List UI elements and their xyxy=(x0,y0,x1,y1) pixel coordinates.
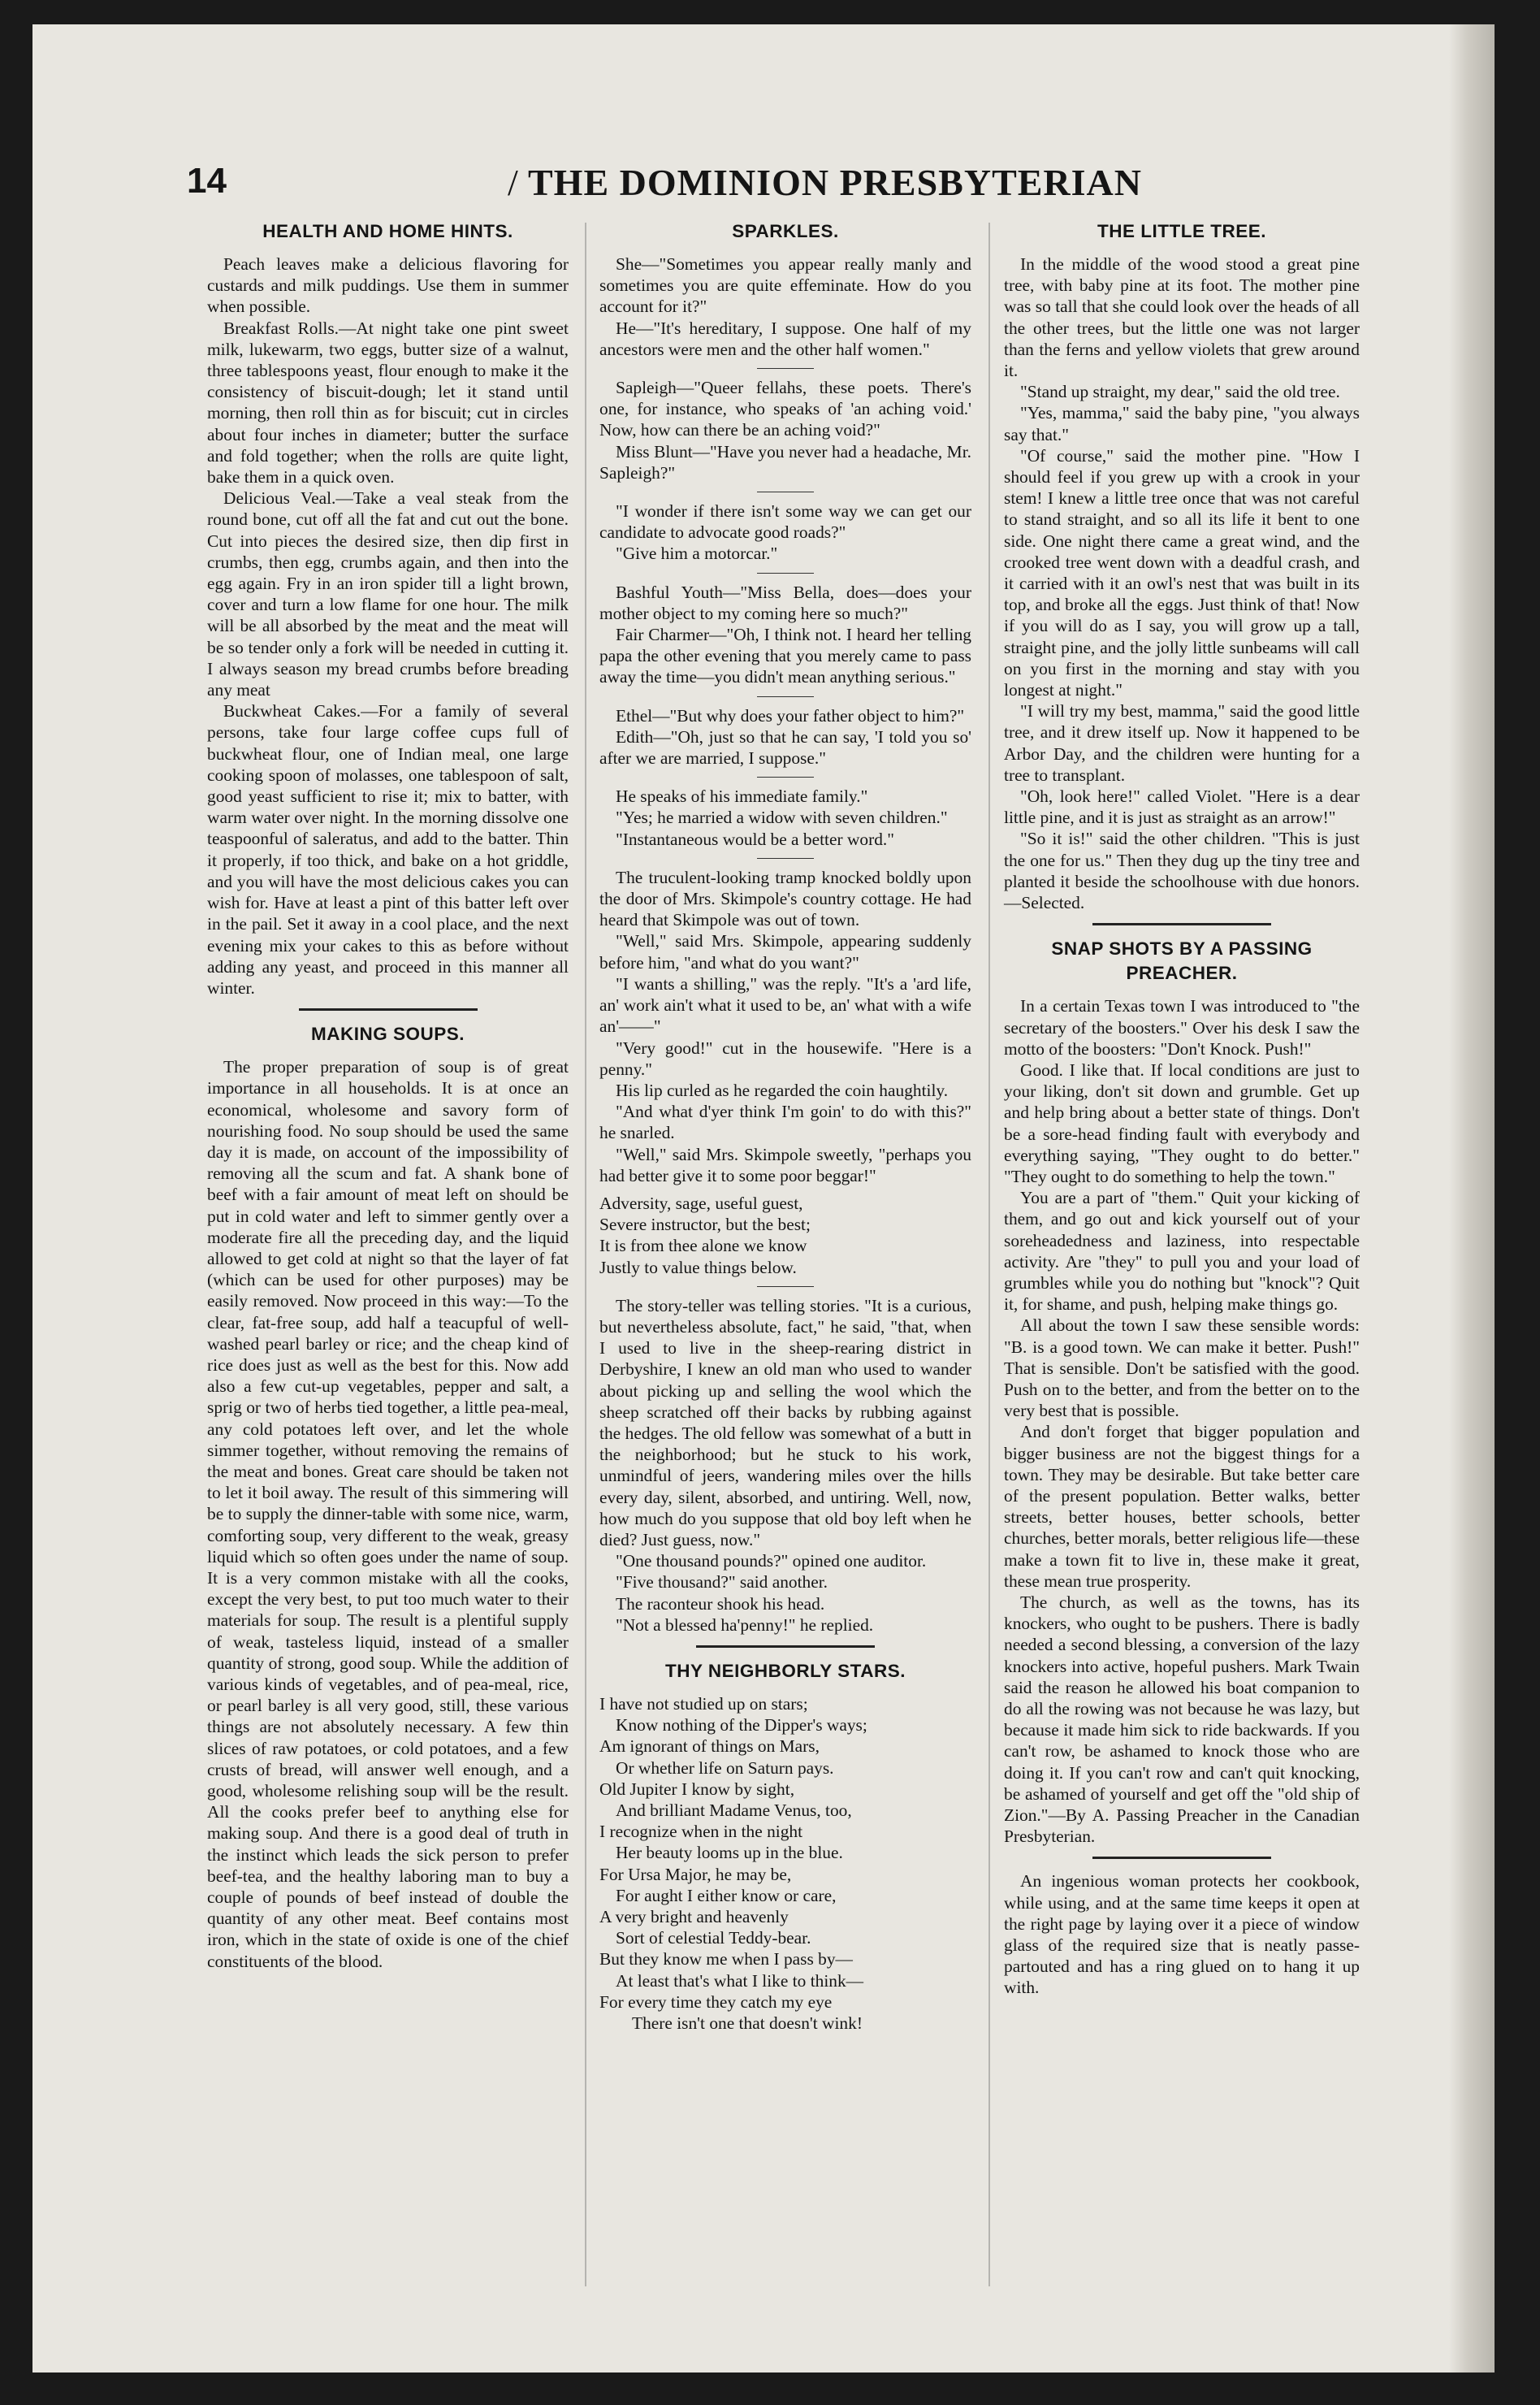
joke-item xyxy=(599,377,971,483)
story-line: "Five thousand?" said another. xyxy=(616,1572,828,1592)
joke-line: Ethel—"But why does your father object to him?" xyxy=(616,705,965,726)
poem-line: A very bright and heavenly xyxy=(599,1907,789,1927)
stars-poem xyxy=(599,1693,971,2034)
joke-line: Edith—"Oh, just so that he can say, 'I told you so' after we are married, I suppose." xyxy=(599,726,971,769)
tree-paragraph: "I will try my best, mamma," said the good little tree, and it drew itself up. Now it happened to be Arbor Day, and the children were hunting for a tree to transplant. xyxy=(1004,701,1360,785)
tree-paragraph: "Of course," said the mother pine. "How I should feel if you grew up with a crook in your stem! I knew a little tree once that was not careful to stand straight, and so all its life it bent to one side. One night there came a great wind, and the crooked tree went down with a deadful crash, and it carried with it an owl's nest that was built in its top, and broke all the eggs. Just think of that! Now if you will do as I say, you will grow up a tall, straight pine, and the jolly little sunbeams will call on you first in the morning and stay with you longest at night." xyxy=(1004,445,1360,700)
poem-line: Or whether life on Saturn pays. xyxy=(616,1757,834,1778)
poem-line: At least that's what I like to think— xyxy=(616,1970,864,1991)
making-soups-heading: MAKING SOUPS. xyxy=(310,1024,465,1045)
poem-line: I have not studied up on stars; xyxy=(599,1693,808,1714)
health-hints-heading: HEALTH AND HOME HINTS. xyxy=(262,221,513,241)
column-rule-left xyxy=(585,223,586,2286)
story-item xyxy=(599,1295,971,1636)
joke-item xyxy=(599,254,971,360)
tree-paragraph: "Oh, look here!" called Violet. "Here is a dear little pine, and it is just as straight as an arrow!" xyxy=(1004,786,1360,828)
joke-line: "I wants a shilling," was the reply. "It's a 'ard life, an' work ain't what it used to be, an' what with a wife an'——" xyxy=(599,973,971,1037)
soups-paragraph: The proper preparation of soup is of great importance in all households. It is at once an economical, wholesome and savory form of nourishing food. No soup should be used the same day it is made, on account of the impossibility of removing all the scum and fat. A shank bone of beef with a fair amount of meat left on should be put in cold water and left to simmer gently over a moderate fire all the preceding day, and the liquid allowed to get cold at night so that the layer of fat (which can be used for other purposes) may be easily removed. Now proceed in this way:—To the clear, fat-free soup, add half a teacupful of well-washed pearl barley or rice; and the cheap kind of rice does just as well as the best for this. Now add also a few cut-up vegetables, pepper and salt, a sprig or two of herbs tied together, a little pea-meal, any cold potatoes left over, and let the whole simmer together, without removing the remains of the meat and bones. Great care should be taken not to let it boil away. The result of this simmering will be to supply the dinner-table with some nice, warm, comforting soup, very different to the weak, greasy liquid which so often goes under the name of soup. It is a very common mistake with all the cooks, except the very best, to put too much water to their materials for soup. The result is a plentiful supply of weak, tasteless liquid, instead of a smaller quantity of strong, good soup. While the addition of various kinds of vegetables, and of pea-meal, rice, or pearl barley is all very good, still, these various things are not absolutely necessary. A few thin slices of raw potatoes, or cold potatoes, and a few crusts of bread, will answer well enough, and a good, wholesome relishing soup will be the result. All the cooks prefer beef to anything else for making soup. And there is a good deal of truth in the instinct which leads the sick person to prefer beef-tea, and the healthy laboring man to buy a couple of pounds of beef instead of double the quantity of any other meat. Beef contains most iron, which in the state of oxide is one of the chief constituents of the blood. xyxy=(207,1057,569,1971)
joke-line: "Well," said Mrs. Skimpole, appearing suddenly before him, "and what do you want?" xyxy=(599,931,971,973)
poem-line: Know nothing of the Dipper's ways; xyxy=(616,1715,867,1736)
snap-paragraph: In a certain Texas town I was introduced to "the secretary of the boosters." Over his desk I saw the motto of the boosters: "Don't Knock. Push!" xyxy=(1004,996,1360,1059)
snap-paragraph: You are a part of "them." Quit your kicking of them, and go out and kick yourself out of your soreheadedness and laziness, into respectable activity. Are "they" to pull you and your load of grumbles while you do nothing but "knock"? Quit it, for shame, and push, helping make things go. xyxy=(1004,1188,1360,1315)
section-divider xyxy=(1092,1857,1271,1859)
joke-line: "Give him a motorcar." xyxy=(616,544,778,564)
poem-line: Her beauty looms up in the blue. xyxy=(616,1843,843,1863)
joke-line: "Instantaneous would be a better word." xyxy=(616,829,894,849)
verse-line: Adversity, sage, useful guest, xyxy=(599,1193,803,1213)
poem-line: Sort of celestial Teddy-bear. xyxy=(616,1928,811,1948)
joke-line: The truculent-looking tramp knocked boldly upon the door of Mrs. Skimpole's country cottage. He had heard that Skimpole was out of town. xyxy=(599,867,971,930)
column-rule-right xyxy=(988,223,990,2286)
joke-line: "Well," said Mrs. Skimpole sweetly, "perhaps you had better give it to some poor beggar!" xyxy=(599,1144,971,1185)
joke-item xyxy=(599,786,971,850)
sparkles-heading: SPARKLES. xyxy=(732,221,839,241)
poem-line: But they know me when I pass by— xyxy=(599,1949,853,1970)
little-tree-heading: THE LITTLE TREE. xyxy=(1097,221,1266,241)
column-right xyxy=(1004,219,1360,1999)
poem-line: I recognize when in the night xyxy=(599,1822,803,1842)
tree-paragraph: "Stand up straight, my dear," said the old tree. xyxy=(1020,382,1340,402)
joke-divider xyxy=(757,777,814,778)
joke-item xyxy=(599,582,971,688)
health-paragraph: Peach leaves make a delicious flavoring for custards and milk puddings. Use them in summer when possible. xyxy=(207,254,569,317)
poem-line: Old Jupiter I know by sight, xyxy=(599,1779,795,1799)
joke-line: Sapleigh—"Queer fellahs, these poets. There's one, for instance, who speaks of 'an aching void.' Now, how can there be an aching void?" xyxy=(599,378,971,440)
joke-line: "I wonder if there isn't some way we can get our candidate to advocate good roads?" xyxy=(599,501,971,543)
joke-item xyxy=(599,500,971,565)
snap-paragraph: Good. I like that. If local conditions are just to your liking, don't sit down and grumble. Get up and help bring about a better state of things. Don't be a sore-head finding fault with everybody and everything saying, "They ought to do better." "They ought to do something to help the town." xyxy=(1004,1060,1360,1186)
joke-divider xyxy=(757,368,814,369)
page-edge-shadow xyxy=(1449,24,1495,2372)
page-number: 14 xyxy=(187,161,227,201)
story-line: "Not a blessed ha'penny!" he replied. xyxy=(616,1614,874,1635)
poem-line: For aught I either know or care, xyxy=(616,1885,837,1905)
poem-line: For every time they catch my eye xyxy=(599,1991,833,2012)
verse-line: It is from thee alone we know xyxy=(599,1236,807,1256)
joke-line: He speaks of his immediate family." xyxy=(616,786,868,807)
joke-divider xyxy=(757,573,814,574)
joke-line: His lip curled as he regarded the coin haughtily. xyxy=(616,1080,949,1100)
joke-item xyxy=(599,867,971,1186)
snap-paragraph: And don't forget that bigger population and bigger business are not the biggest things for a town. They may be desirable. But take better care of the present population. Better walks, better streets, better houses, better schools, better churches, better morals, better religious life—these make a town fit to live in, these make it great, these mean true prosperity. xyxy=(1004,1422,1360,1591)
joke-line: Miss Blunt—"Have you never had a headache, Mr. Sapleigh?" xyxy=(599,441,971,483)
health-paragraph: Delicious Veal.—Take a veal steak from the round bone, cut off all the fat and cut out the bone. Cut into pieces the desired size, then dip first in crumbs, then egg, crumbs again, and then into the egg again. Fry in an iron spider till a light brown, cover and turn a low flame for one hour. The milk will be all absorbed by the meat and the meat will be so tender only a fork will be needed in cutting it. I always season my bread crumbs before breading any meat xyxy=(207,488,569,700)
neighborly-stars-heading: THY NEIGHBORLY STARS. xyxy=(665,1660,906,1681)
snap-paragraph: The church, as well as the towns, has its knockers, who ought to be pushers. There is badly needed a second blessing, a conversion of the lazy knockers into active, hopeful pushers. Mark Twain said the reason he allowed his boat companion to do all the rowing was not because he was lazy, but because it made him sick to ride backwards. If you can't row, be ashamed to knock those who are doing it. If you can't row and can't quit knocking, be ashamed of yourself and get off the "old ship of Zion."—By A. Passing Preacher in the Canadian Presbyterian. xyxy=(1004,1592,1360,1847)
poem-line: And brilliant Madame Venus, too, xyxy=(616,1800,852,1820)
story-line: The story-teller was telling stories. "It is a curious, but nevertheless absolute, fact," he said, "that, when I used to live in the sheep-rearing district in Derbyshire, I knew an old man who used to wander about picking up and selling the wool which the sheep scratched off their backs by rubbing against the hedges. The old fellow was somewhat of a butt in the neighborhood; but he stuck to his work, unmindful of jeers, wandering miles over the hills every day, silent, absorbed, and untiring. Well, now, how much do you suppose that old boy left when he died? Just guess, now." xyxy=(599,1295,971,1549)
story-line: The raconteur shook his head. xyxy=(616,1593,825,1614)
joke-line: She—"Sometimes you appear really manly and sometimes you are quite effeminate. How do you account for it?" xyxy=(599,254,971,317)
joke-divider xyxy=(757,858,814,859)
joke-divider xyxy=(757,1286,814,1287)
section-divider xyxy=(299,1008,478,1011)
masthead xyxy=(187,161,1332,218)
cookbook-paragraph: An ingenious woman protects her cookbook, while using, and at the same time keeps it open at the right page by laying over it a piece of window glass of the required size that is neatly passe-partouted and has a ring glued on to hang it up with. xyxy=(1004,1871,1360,1998)
joke-line: Bashful Youth—"Miss Bella, does—does your mother object to my coming here so much?" xyxy=(599,582,971,623)
story-line: "One thousand pounds?" opined one auditor. xyxy=(616,1551,927,1571)
column-left xyxy=(207,219,569,1972)
tree-paragraph: "So it is!" said the other children. "This is just the one for us." Then they dug up the tiny tree and planted it beside the schoolhouse with due honors.—Selected. xyxy=(1004,829,1360,913)
poem-line: For Ursa Major, he may be, xyxy=(599,1864,792,1884)
snap-shots-heading: SNAP SHOTS BY A PASSING PREACHER. xyxy=(1051,938,1313,984)
joke-line: He—"It's hereditary, I suppose. One half of my ancestors were men and the other half women." xyxy=(599,318,971,359)
newspaper-page xyxy=(32,24,1495,2372)
verse-line: Justly to value things below. xyxy=(599,1257,797,1277)
verse-block xyxy=(599,1193,971,1278)
masthead-slash-mark: / xyxy=(508,162,518,203)
health-paragraph: Breakfast Rolls.—At night take one pint sweet milk, lukewarm, two eggs, butter size of a walnut, three tablespoons yeast, flour enough to make it the consistency of biscuit-dough; let it stand until morning, then roll thin as for biscuit; cut in circles about four inches in diameter; butter the surface and fold together; when the rolls are quite light, bake them in a quick oven. xyxy=(207,318,569,488)
tree-paragraph: "Yes, mamma," said the baby pine, "you always say that." xyxy=(1004,403,1360,444)
poem-line: There isn't one that doesn't wink! xyxy=(632,2013,863,2034)
joke-divider xyxy=(757,696,814,697)
tree-paragraph: In the middle of the wood stood a great pine tree, with baby pine at its foot. The mother pine was so tall that she could look over the heads of all the other trees, but the little one was not larger than the ferns and yellow violets that grew around it. xyxy=(1004,254,1360,381)
section-divider xyxy=(696,1645,875,1648)
poem-line: Am ignorant of things on Mars, xyxy=(599,1736,820,1757)
health-paragraph: Buckwheat Cakes.—For a family of several persons, take four large coffee cups full of buckwheat flour, one of Indian meal, one large cooking spoon of molasses, one tablespoon of salt, good yeast sufficient to rise it; mix to batter, with warm water over night. In the morning dissolve one teaspoonful of saleratus, and add to the batter. Thin it properly, if too thick, and bake on a hot griddle, and you will have the most delicious cakes you can wish for. Have at least a pint of this batter left over in the pail. Set it away in a cool place, and the next evening mix your cakes to this as before without adding any yeast, and proceed in this manner all winter. xyxy=(207,701,569,998)
joke-line: "Very good!" cut in the housewife. "Here is a penny." xyxy=(599,1038,971,1079)
joke-item xyxy=(599,705,971,769)
joke-line: Fair Charmer—"Oh, I think not. I heard her telling papa the other evening that you merely came to pass away the time—you didn't mean anything serious." xyxy=(599,625,971,687)
verse-line: Severe instructor, but the best; xyxy=(599,1215,811,1235)
column-middle xyxy=(599,219,971,2034)
section-divider xyxy=(1092,923,1271,925)
newspaper-title: THE DOMINION PRESBYTERIAN xyxy=(528,162,1142,203)
snap-paragraph: All about the town I saw these sensible words: "B. is a good town. We can make it better. Push!" That is sensible. Don't be satisfied with the good. Push on to the better, and from the better on to the very best that is possible. xyxy=(1004,1315,1360,1421)
joke-line: "And what d'yer think I'm goin' to do with this?" he snarled. xyxy=(599,1102,971,1143)
joke-line: "Yes; he married a widow with seven children." xyxy=(616,808,948,828)
